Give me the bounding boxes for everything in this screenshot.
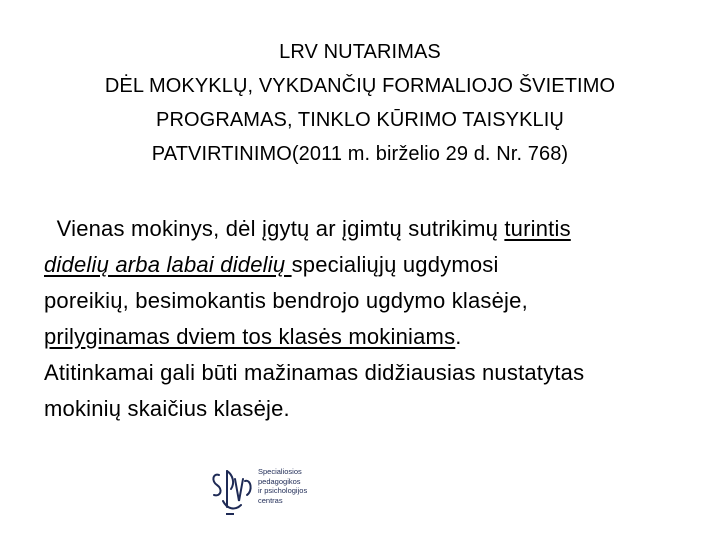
underlined-phrase: turintis (504, 216, 571, 241)
body-paragraph (44, 211, 684, 427)
underlined-phrase: prilyginamas dviem tos klasės mokiniams (44, 324, 456, 349)
body-line-1 (44, 211, 684, 247)
body-line-4 (44, 319, 684, 355)
body-line-6: mokinių skaičius klasėje. (44, 396, 290, 421)
title-line-4: PATVIRTINIMO(2011 m. birželio 29 d. Nr. 768) (151, 143, 569, 165)
page-title (20, 35, 700, 171)
body-line-2 (44, 247, 684, 283)
title-line-3: PROGRAMAS, TINKLO KŪRIMO TAISYKLIŲ (156, 109, 564, 131)
logo-text-line: ir psichologijos (258, 486, 308, 495)
body-line-3: poreikių, besimokantis bendrojo ugdymo klasėje, (44, 288, 528, 313)
title-line-2: DĖL MOKYKLŲ, VYKDANČIŲ FORMALIOJO ŠVIETIMO (104, 75, 616, 97)
logo-wordmark (258, 467, 307, 505)
organization-logo (205, 465, 325, 525)
body-text-segment: specialiųjų ugdymosi (291, 252, 499, 277)
body-line-5: Atitinkamai gali būti mažinamas didžiausias nustatytas (44, 360, 585, 385)
logo-text-line: centras (258, 495, 283, 505)
body-text-segment: . (455, 324, 462, 349)
logo-text-line: pedagogikos (258, 476, 301, 486)
logo-text-line: Specialiosios (258, 467, 302, 476)
body-text-segment: Vienas mokinys, dėl įgytų ar įgimtų sutrikimų (56, 216, 505, 241)
logo-mark-icon (205, 465, 255, 523)
title-line-1: LRV NUTARIMAS (279, 41, 441, 63)
underlined-italic-phrase: didelių arba labai didelių (44, 252, 292, 277)
